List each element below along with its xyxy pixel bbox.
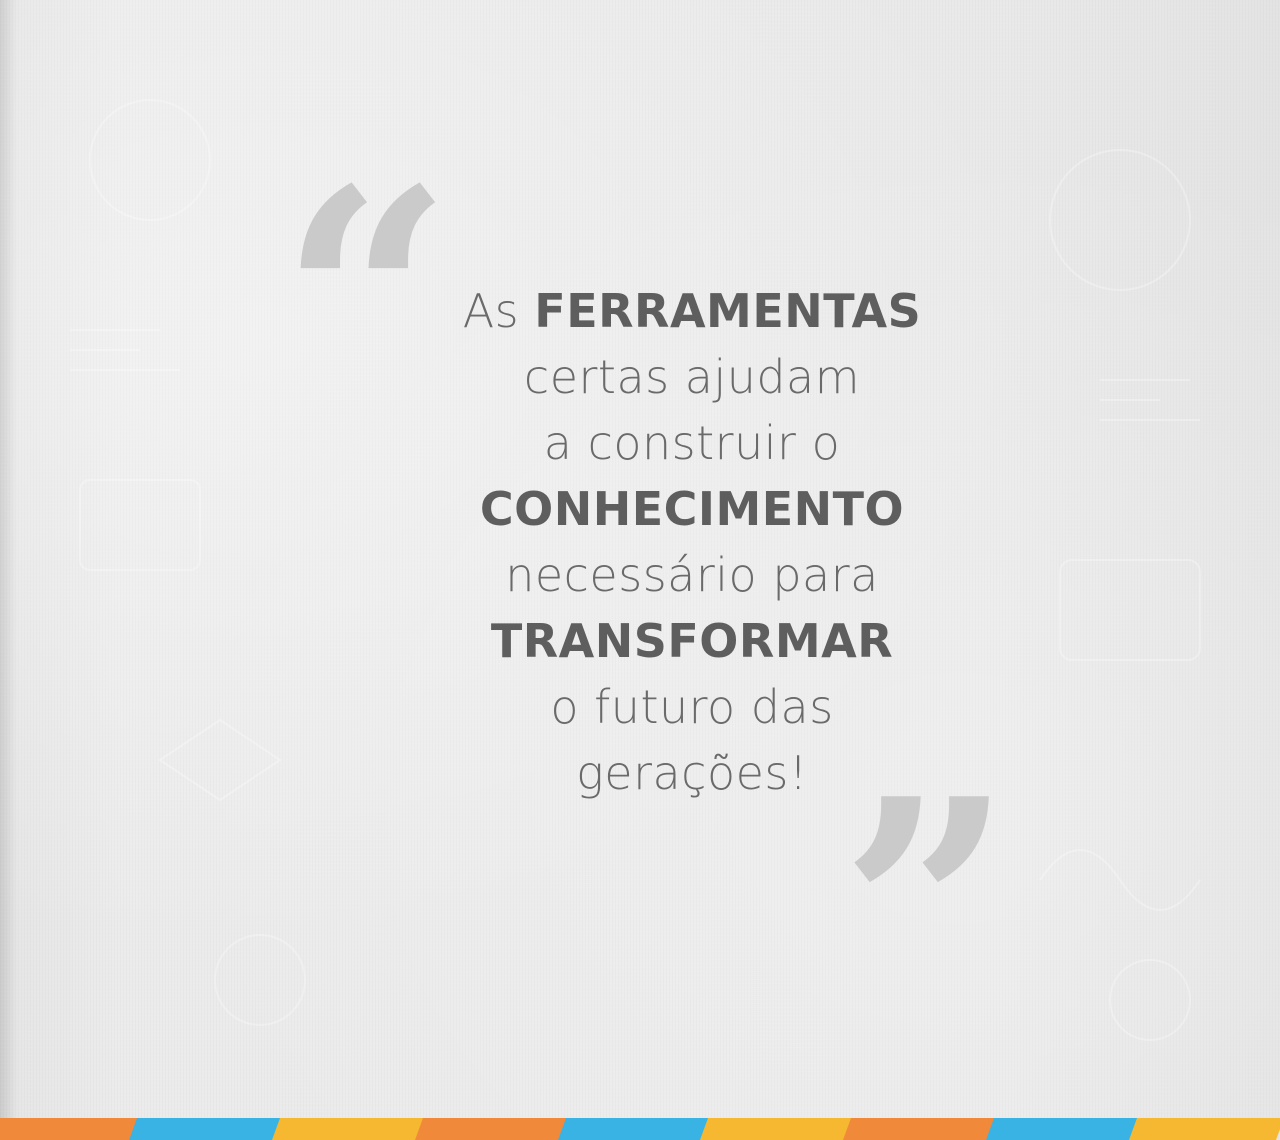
quote-line-1: [432, 278, 952, 344]
stripe-segment-blue: [986, 1118, 1141, 1140]
quote-keyword-conhecimento: CONHECIMENTO: [479, 482, 905, 536]
quote-text: [432, 278, 952, 806]
quote-line-2: certas ajudam: [523, 350, 861, 404]
stripe-segment-yellow: [272, 1118, 427, 1140]
stripe-segment-orange: [843, 1118, 998, 1140]
close-quote-icon: ”: [840, 733, 1013, 1086]
stripe-segment-blue: [129, 1118, 284, 1140]
quote-keyword-transformar: TRANSFORMAR: [490, 614, 894, 668]
stripe-segment-blue: [558, 1118, 713, 1140]
quote-line-1-regular: As: [462, 284, 535, 338]
stripe-segment-orange: [0, 1118, 141, 1140]
quote-keyword-ferramentas: FERRAMENTAS: [534, 284, 922, 338]
stripe-segment-yellow: [700, 1118, 855, 1140]
color-stripe: [0, 1118, 1280, 1140]
open-quote-icon: “: [280, 123, 453, 476]
quote-line-7: o futuro das: [550, 680, 834, 734]
quote-line-8: gerações!: [576, 746, 808, 800]
stripe-segment-yellow: [1129, 1118, 1280, 1140]
quote-line-3: a construir o: [543, 416, 841, 470]
stripe-segment-orange: [415, 1118, 570, 1140]
quote-line-5: necessário para: [505, 548, 879, 602]
